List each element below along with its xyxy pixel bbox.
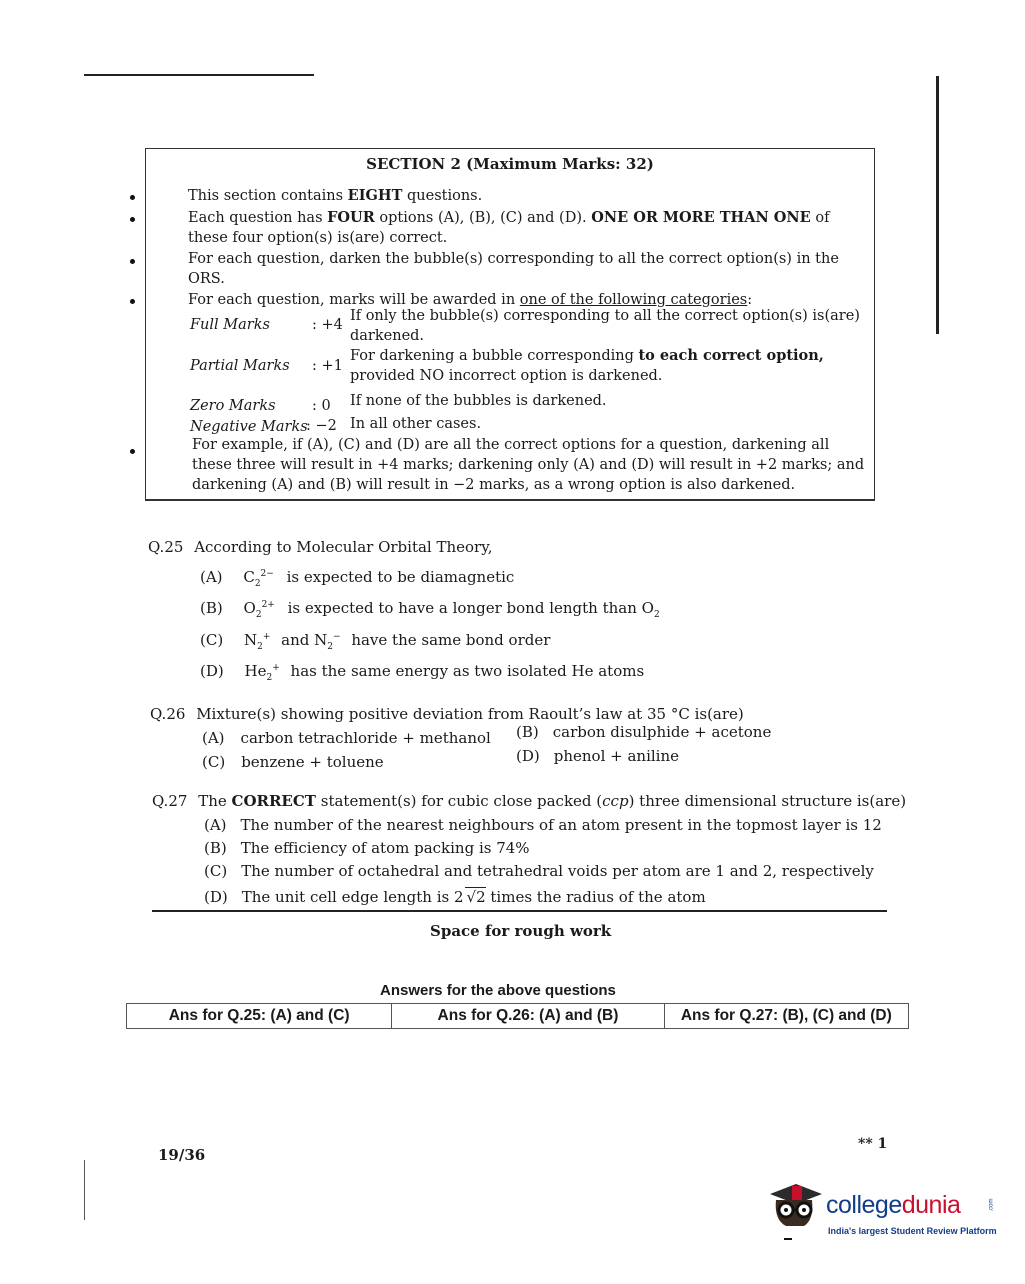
zero-marks-label: Zero Marks (190, 398, 276, 414)
right-rule (936, 76, 939, 334)
sqrt-icon: √2 (466, 888, 486, 906)
bullet-2: Each question has FOUR options (A), (B), (C) and (D). ONE OR MORE THAN ONE of these four option(s) is(are) correct. (188, 209, 830, 246)
q27-option-d: (D) The unit cell edge length is 2 √2 times the radius of the atom (204, 888, 706, 906)
section-instructions-box (145, 148, 875, 501)
logo-com: .com (988, 1198, 995, 1212)
bullet-4: For each question, marks will be awarded in one of the following categories: (188, 292, 753, 308)
q26-option-c: (C) benzene + toluene (202, 753, 384, 771)
answers-heading: Answers for the above questions (380, 982, 616, 999)
answer-cell-q25: Ans for Q.25: (A) and (C) (127, 1004, 392, 1028)
logo-tagline: India's largest Student Review Platform (828, 1226, 997, 1236)
q25-option-a: (A) $C_2^{2-}$ is expected to be diamagnetic (200, 568, 515, 589)
logo-wordmark: collegedunia (826, 1191, 961, 1219)
bullet-5: For example, if (A), (C) and (D) are all the correct options for a question, darkening all these three will result in +4 marks; darkening only (A) and (D) will result in +2 marks; and darkening (A) and (B) will result in −2 marks, as a wrong option is also darkened. (192, 437, 865, 493)
answer-cell-q26: Ans for Q.26: (A) and (B) (392, 1004, 664, 1028)
question-number: Q.26 (150, 705, 186, 723)
page-mark: ** 1 (858, 1136, 888, 1152)
negative-marks-label: Negative Marks (190, 419, 308, 435)
section-title: SECTION 2 (Maximum Marks: 32) (366, 155, 654, 173)
bullet-dot (130, 195, 135, 200)
negative-marks-text: In all other cases. (350, 416, 482, 432)
top-rule (84, 74, 314, 76)
full-marks-score: : +4 (312, 317, 343, 333)
question-stem: According to Molecular Orbital Theory, (194, 538, 493, 556)
partial-marks-score: : +1 (312, 358, 343, 374)
q26-option-b: (B) carbon disulphide + acetone (516, 723, 772, 741)
question-25 (148, 537, 492, 557)
negative-marks-score: : −2 (306, 418, 337, 434)
q25-option-d: (D) $He_2^+$ has the same energy as two isolated He atoms (200, 662, 645, 683)
answer-cell-q27: Ans for Q.27: (B), (C) and (D) (680, 1007, 892, 1024)
question-number: Q.27 (152, 792, 188, 810)
rough-work-rule (152, 910, 887, 912)
full-marks-label: Full Marks (190, 317, 270, 333)
bullet-3: For each question, darken the bubble(s) corresponding to all the correct option(s) in the ORS. (188, 251, 839, 287)
collegedunia-logo-icon (766, 1180, 824, 1242)
partial-marks-text: For darkening a bubble corresponding to each correct option, provided NO incorrect option is darkened. (350, 347, 824, 384)
full-marks-text: If only the bubble(s) corresponding to all the correct option(s) is(are) darkened. (350, 308, 860, 344)
q25-option-c: (C) $N_2^+$ and $N_2^-$ have the same bond order (200, 631, 551, 652)
bullet-dot (130, 217, 135, 222)
q27-option-c: (C) The number of octahedral and tetrahedral voids per atom are 1 and 2, respectively (204, 862, 874, 880)
bullet-dot (130, 299, 135, 304)
answers-table (126, 1003, 909, 1029)
zero-marks-score: : 0 (312, 398, 331, 414)
bullet-1: This section contains EIGHT questions. (188, 187, 483, 204)
q27-option-b: (B) The efficiency of atom packing is 74% (204, 839, 530, 857)
question-stem: Mixture(s) showing positive deviation from Raoult’s law at 35 °C is(are) (196, 705, 744, 723)
q27-option-a: (A) The number of the nearest neighbours of an atom present in the topmost layer is 12 (204, 816, 882, 834)
question-27 (152, 791, 906, 811)
bullet-dot (130, 449, 135, 454)
question-number: Q.25 (148, 538, 184, 556)
page-number: 19/36 (158, 1146, 206, 1164)
partial-marks-label: Partial Marks (190, 358, 290, 374)
question-stem: The CORRECT statement(s) for cubic close packed (ccp) three dimensional structure is(are) (198, 792, 907, 810)
bullet-dot (130, 259, 135, 264)
q26-option-a: (A) carbon tetrachloride + methanol (202, 729, 491, 747)
q25-option-b: (B) $O_2^{2+}$ is expected to have a longer bond length than $O_2$ (200, 599, 660, 620)
q26-option-d: (D) phenol + aniline (516, 747, 680, 765)
question-26 (150, 704, 744, 724)
zero-marks-text: If none of the bubbles is darkened. (350, 393, 607, 409)
rough-work-label: Space for rough work (430, 922, 612, 940)
left-bottom-rule (84, 1160, 85, 1220)
